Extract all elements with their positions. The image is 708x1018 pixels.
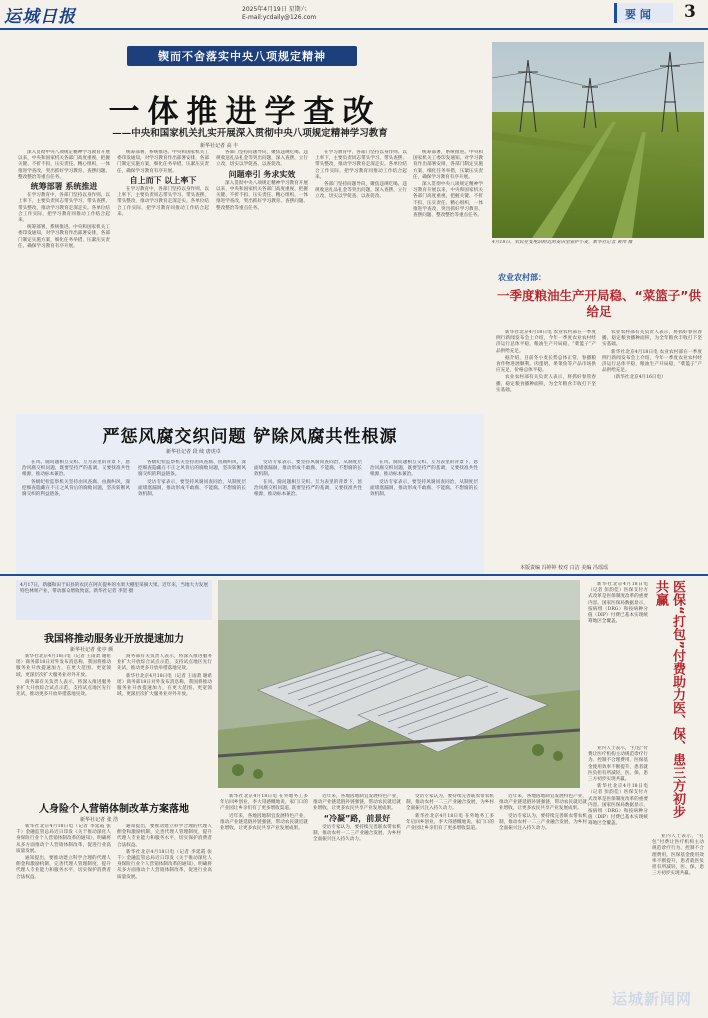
- insurance-column-1: [16, 824, 111, 1014]
- lead-subhead-1: 统筹部署 系统推进: [30, 182, 98, 192]
- contact-email: E-mail:ycdaily@126.com: [242, 14, 317, 21]
- lead-paragraph: 各部门坚持问题导向，聚焦违规吃喝、违规收送礼品礼金等突出问题，深入查摆，立行立改，切实以学促查、以查促改。: [315, 182, 407, 200]
- lead-paragraph: 深入贯彻中央八项规定精神学习教育开展以来，中央和国家机关各部门高度重视，把握关键、不折不扣，压实责任、精心组织，一体推进学查改，突出抓好学习教育、查摆问题、整改整治等重点任务。: [18, 150, 110, 180]
- medical-column-2: [588, 746, 648, 1014]
- lead-subhead-3: 问题牵引 务求实效: [228, 169, 296, 179]
- grain-paragraph: 据介绍，目前冬小麦长势总体正常，春播粮食作物进展顺利。肉蛋奶、果菜鱼等产品市场供应充足，价格总体平稳。: [496, 355, 596, 374]
- medical-headline: [652, 580, 704, 830]
- lead-deck: ——中央和国家机关扎实开展深入贯彻中央八项规定精神学习教育: [112, 128, 388, 139]
- lead-paragraph: 统筹部署，系统推进。中央和国家机关工委印发通知，对学习教育作出部署安排，各部门制定实施方案，细化任务举措，压紧压实责任，确保学习教育有序开展。: [117, 150, 209, 174]
- medical-intro-column: [588, 582, 648, 742]
- grain-column-1: [496, 330, 596, 558]
- services-byline: 新华社记者 张亭 颜: [70, 647, 114, 653]
- insurance-paragraph: 新华社北京4月18日电（记者 李延霞 张千）金融监管总局近日印发《关于推动深化人身保险行业个人营销体制改革的通知》，明确将从多方面推动个人营销体制改革，促进行业高质量发展。: [117, 849, 212, 880]
- lead-paragraph: 统筹部署，系统推进。中央和国家机关工委印发通知，对学习教育作出部署安排，各部门制定实施方案，细化任务举措，压紧压实责任，确保学习教育有序开展。: [18, 225, 110, 249]
- medical-column-3: [652, 834, 704, 984]
- lead-paragraph: 深入贯彻中央八项规定精神学习教育开展以来，中央和国家机关各部门高度重视，把握关键、不折不扣，压实责任、精心组织，一体推进学查改，突出抓好学习教育、查摆问题、整改整治等重点任务。: [216, 180, 308, 211]
- wheat-field-image: [492, 42, 704, 238]
- rural-paragraph: 近年来，各地因地制宜发展特色产业，推动产业链延链补链强链，带动农民就近就业增收，让更多农民共享产业发展成果。: [220, 813, 308, 832]
- ticker-box: [16, 580, 212, 620]
- medical-paragraph: 新华社北京4月18日电（记者 彭韵佳）医保支付方式改革是医保制度改革的重要内容。国家医保局数据显示，按病组（DRG）和按病种分值（DIP）付费已基本实现统筹地区全覆盖。: [588, 784, 648, 827]
- services-headline: 我国将推动服务业开放提速加力: [44, 634, 184, 645]
- medical-paragraph: 业内人士表示，“打包”付费让医疗机构主动规范诊疗行为、控制不合理费用，医保基金使用效率不断提升，患者就医负担有所减轻，医、保、患三方初步实现共赢。: [588, 746, 648, 783]
- lead-headline: 一体推进学查改: [108, 94, 382, 130]
- corruption-paragraph: 在风、腐问题相互交织、互为表里的背景下，惩治风腐交织问题，既要坚持严的基调，又要找准共性根源，推动标本兼治。: [370, 460, 478, 478]
- page-number: 3: [684, 2, 696, 22]
- services-paragraph: 新华社北京4月18日电（记者 王雨萧 谢希瑶）商务部18日对外发布消息称，我国将推动服务业开放提速加力，在更大范围、更宽领域、更深层次扩大服务业对外开放。: [16, 654, 111, 678]
- corruption-paragraph: 在风、腐问题相互交织、互为表里的背景下，惩治风腐交织问题，既要坚持严的基调，又要找准共性根源，推动标本兼治。: [22, 460, 130, 478]
- grain-dateline: （新华社北京4月16日电）: [611, 375, 666, 381]
- lead-paragraph: 深入贯彻中央八项规定精神学习教育开展以来，中央和国家机关各部门高度重视，把握关键、不折不扣，压实责任、精心组织，一体推进学查改，突出抓好学习教育、查摆问题、整改整治等重点任务。: [413, 182, 483, 219]
- insurance-paragraph: 新华社北京4月18日电（记者 李延霞 张千）金融监管总局近日印发《关于推动深化人身保险行业个人营销体制改革的通知》，明确将从多方面推动个人营销体制改革，促进行业高质量发展。: [16, 824, 111, 854]
- section-title: 要 闻: [625, 8, 651, 21]
- medical-headline-text: 医保“打包”付费助力医、保、患三方初步共赢: [653, 580, 685, 819]
- lead-paragraph: 各部门坚持问题导向，聚焦违规吃喝、违规收送礼品礼金等突出问题，深入查摆，立行立改，切实以学促查、以查促改。: [216, 150, 308, 168]
- site-watermark: 运城新闻网: [612, 990, 693, 1008]
- services-column-2: [117, 654, 212, 794]
- rural-paragraph: 受访专家认为，要持续完善联农带农机制，推动农村一二三产业融合发展，为乡村全面振兴注入持久动力。: [313, 824, 401, 843]
- corruption-paragraph: 受访专家表示，要坚持风腐同查同治，从制度层面堵塞漏洞，推动形成不敢腐、不能腐、不想腐的长效机制。: [370, 479, 478, 498]
- wheat-photo-caption: [492, 240, 704, 258]
- wheat-field-photo: [492, 42, 704, 238]
- corruption-paragraph: 在风、腐问题相互交织、互为表里的背景下，惩治风腐交织问题，既要坚持严的基调，又要找准共性根源，推动标本兼治。: [254, 479, 362, 498]
- rural-paragraph: 新华社北京4月18日电 在外地务工多年后回乡创业，李大哥感慨地说，家门口的产业园让乡亲们有了更多增收渠道。: [220, 794, 308, 812]
- lead-byline: 新华社记者 高 丰: [200, 143, 239, 149]
- ticker-text: 4月17日，新疆和田于田县的农民在阿瓦提乡的水果大棚里采摘大果。近年来，当地大力发展特色林果产业，带动群众增收致富。新华社记者 李贺 摄: [20, 583, 208, 595]
- masthead: [0, 0, 708, 38]
- lead-column-5: [413, 150, 483, 412]
- lead-paragraph: 在学习教育中，各部门坚持以身作则、以上率下，主要负责同志带头学习、带头查摆、带头整改，推动学习教育走深走实。各单位结合工作实际，把学习教育同推动工作结合起来。: [315, 150, 407, 180]
- corruption-column-3: [254, 460, 362, 568]
- corruption-byline: 新华社记者 段 续 唐虎卓: [166, 449, 221, 455]
- lead-column-4: [315, 150, 407, 412]
- medical-paragraph: 新华社北京4月18日电（记者 彭韵佳）医保支付方式改革是医保制度改革的重要内容。国家医保局数据显示，按病组（DRG）和按病种分值（DIP）付费已基本实现统筹地区全覆盖。: [588, 582, 648, 625]
- lead-banner-text: 锲而不舍落实中央八项规定精神: [158, 50, 326, 63]
- rural-paragraph: 受访专家认为，要持续完善联农带农机制，推动农村一二三产业融合发展，为乡村全面振兴注入持久动力。: [499, 813, 587, 832]
- rural-paragraph: 近年来，各地因地制宜发展特色产业，推动产业链延链补链强链，带动农民就近就业增收，让更多农民共享产业发展成果。: [499, 794, 587, 812]
- industrial-park-image: [218, 580, 580, 788]
- lead-paragraph: 在学习教育中，各部门坚持以身作则、以上率下，主要负责同志带头学习、带头查摆、带头整改，推动学习教育走深走实。各单位结合工作实际，把学习教育同推动工作结合起来。: [117, 187, 209, 217]
- wheat-photo-caption-text: 4月18日，农民在变电站附近的麦田里管护小麦。新华社记者 黄伟 摄: [492, 240, 633, 245]
- mid-page-divider: [0, 574, 708, 576]
- corruption-headline: 严惩风腐交织问题 铲除风腐共性根源: [102, 427, 398, 447]
- lead-column-1: [18, 150, 110, 412]
- insurance-byline: 新华社记者 张 浩: [80, 817, 119, 823]
- corruption-column-4: [370, 460, 478, 568]
- rural-subhead: “冷凝”路，前景好: [323, 813, 391, 823]
- newspaper-logo: 运城日报: [4, 7, 76, 27]
- grain-kicker: 农业农村部：: [498, 273, 546, 282]
- insurance-paragraph: 通知提出，要推动建立科学合理的代理人佣金和激励机制，完善代理人管理制度，提升代理人专业能力和服务水平，切实保护消费者合法权益。: [117, 824, 212, 848]
- lead-subhead-2: 自上而下 以上率下: [129, 175, 197, 185]
- lead-paragraph: 在学习教育中，各部门坚持以身作则、以上率下，主要负责同志带头学习、带头查摆、带头整改，推动学习教育走深走实。各单位结合工作实际，把学习教育同推动工作结合起来。: [18, 193, 110, 224]
- insurance-paragraph: 通知提出，要推动建立科学合理的代理人佣金和激励机制，完善代理人管理制度，提升代理人专业能力和服务水平，切实保护消费者合法权益。: [16, 856, 111, 880]
- issue-date: 2025年4月19日 星期六: [242, 6, 307, 13]
- lead-column-2: [117, 150, 209, 412]
- services-column-1: [16, 654, 111, 794]
- insurance-column-2: [117, 824, 212, 1014]
- ticker-text-wrap: [16, 580, 212, 598]
- corruption-section: [16, 414, 484, 574]
- lead-paragraph: 统筹部署，系统推进。中央和国家机关工委印发通知，对学习教育作出部署安排，各部门制定实施方案，细化任务举措，压紧压实责任，确保学习教育有序开展。: [413, 150, 483, 180]
- lead-column-3: [216, 150, 308, 412]
- grain-column-2: [602, 330, 702, 558]
- rural-column-2: [313, 794, 401, 1014]
- insurance-headline: 人身险个人营销体制改革方案落地: [39, 804, 189, 815]
- corruption-paragraph: 受访专家表示，要坚持风腐同查同治，从制度层面堵塞漏洞，推动形成不敢腐、不能腐、不想腐的长效机制。: [138, 479, 246, 498]
- rural-paragraph: 新华社北京4月18日电 在外地务工多年后回乡创业，李大哥感慨地说，家门口的产业园让乡亲们有了更多增收渠道。: [406, 813, 494, 832]
- rural-column-4: [499, 794, 587, 1014]
- corruption-column-2: [138, 460, 246, 568]
- grain-paragraph: 农业农村部有关负责人表示，将抓好春管春播，稳定粮食播种面积，为全年粮食丰收打下坚实基础。: [602, 330, 702, 348]
- services-paragraph: 新华社北京4月18日电（记者 王雨萧 谢希瑶）商务部18日对外发布消息称，我国将推动服务业开放提速加力，在更大范围、更宽领域、更深层次扩大服务业对外开放。: [117, 673, 212, 698]
- editors-line: 本版责编 冯婷婷 校对 白洁 美编 冯瑶瑶: [520, 565, 608, 571]
- rural-column-1: [220, 794, 308, 1014]
- corruption-column-1: [22, 460, 130, 568]
- services-paragraph: 商务部有关负责人表示，将深入推进服务业扩大开放综合试点示范，支持试点地区先行先试，推动更多开放举措落地见效。: [16, 679, 111, 698]
- lead-banner: [127, 46, 357, 66]
- corruption-paragraph: 各级纪检监察机关坚持由风查腐、由腐纠风，深挖细查隐藏在不正之风背后的腐败问题，坚决斩断风腐交织的利益链条。: [22, 479, 130, 498]
- masthead-divider: [0, 28, 708, 30]
- services-paragraph: 商务部有关负责人表示，将深入推进服务业扩大开放综合试点示范，支持试点地区先行先试，推动更多开放举措落地见效。: [117, 654, 212, 672]
- corruption-paragraph: 受访专家表示，要坚持风腐同查同治，从制度层面堵塞漏洞，推动形成不敢腐、不能腐、不想腐的长效机制。: [254, 460, 362, 478]
- grain-paragraph: 农业农村部有关负责人表示，将抓好春管春播，稳定粮食播种面积，为全年粮食丰收打下坚实基础。: [496, 375, 596, 393]
- medical-paragraph: 业内人士表示，“打包”付费让医疗机构主动规范诊疗行为、控制不合理费用，医保基金使用效率不断提升，患者就医负担有所减轻，医、保、患三方初步实现共赢。: [652, 834, 704, 877]
- rural-paragraph: 受访专家认为，要持续完善联农带农机制，推动农村一二三产业融合发展，为乡村全面振兴注入持久动力。: [406, 794, 494, 812]
- section-badge: [614, 3, 673, 23]
- industrial-park-photo: [218, 580, 580, 788]
- grain-paragraph: 新华社北京4月18日电 农业农村部在一季度例行新闻发布会上介绍，今年一季度农业农村经济运行总体平稳，粮油生产开局稳，“菜篮子”产品供给充足。: [496, 330, 596, 354]
- grain-headline: 一季度粮油生产开局稳、“菜篮子”供给足: [497, 288, 701, 319]
- grain-paragraph: 新华社北京4月18日电 农业农村部在一季度例行新闻发布会上介绍，今年一季度农业农村经济运行总体平稳，粮油生产开局稳，“菜篮子”产品供给充足。: [602, 349, 702, 374]
- rural-paragraph: 近年来，各地因地制宜发展特色产业，推动产业链延链补链强链，带动农民就近就业增收，让更多农民共享产业发展成果。: [313, 794, 401, 812]
- rural-column-3: [406, 794, 494, 1014]
- corruption-paragraph: 各级纪检监察机关坚持由风查腐、由腐纠风，深挖细查隐藏在不正之风背后的腐败问题，坚决斩断风腐交织的利益链条。: [138, 460, 246, 478]
